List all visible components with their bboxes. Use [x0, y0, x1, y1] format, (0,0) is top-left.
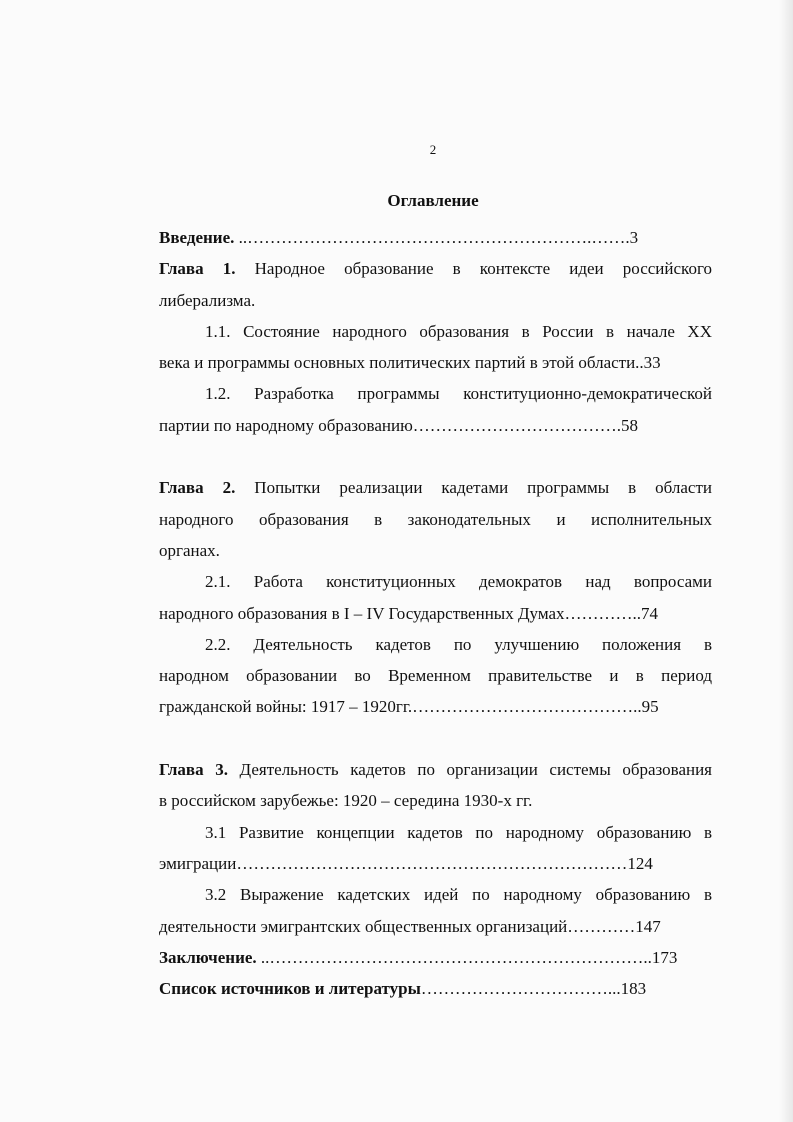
- section-2-2-cont-2: гражданской войны: 1917 – 1920гг.…………………………………..95: [159, 697, 659, 717]
- spacer: [159, 441, 712, 472]
- toc-entry-sources[interactable]: [159, 973, 712, 1004]
- conclusion-leader: ..…………………………………………………………..173: [256, 947, 678, 967]
- toc-entry-section-2-2[interactable]: 2.2. Деятельность кадетов по улучшению положения в: [205, 634, 712, 654]
- section-2-1-cont: народного образования в I – IV Государственных Думах…………..74: [159, 603, 659, 623]
- sources-label: Список источников и литературы: [159, 979, 421, 999]
- page-number: 2: [429, 142, 437, 157]
- toc-entry-section-1-1[interactable]: 1.1. Состояние народного образования в России в начале XX: [205, 321, 712, 341]
- toc-entry-section-3-2[interactable]: 3.2 Выражение кадетских идей по народному образованию в: [205, 885, 712, 905]
- chapter-1-label: Глава 1.: [159, 259, 236, 279]
- toc-entry-section-2-1[interactable]: 2.1. Работа конституционных демократов над вопросами: [205, 572, 712, 592]
- chapter-3-title: Деятельность кадетов по организации системы образования: [227, 760, 713, 780]
- toc-intro-leader: ..…………………………………………………….…….3: [234, 228, 639, 247]
- toc-entry-chapter-1[interactable]: [159, 253, 712, 284]
- sources-leader: ……………………………...183: [420, 979, 647, 999]
- section-1-2-cont: партии по народному образованию……………………………….58: [159, 415, 639, 435]
- section-3-1-cont: эмиграции……………………………………………………………124: [159, 853, 653, 873]
- section-1-1-cont: века и программы основных политических партий в этой области..33: [159, 353, 661, 373]
- toc-entry-section-3-1[interactable]: 3.1 Развитие концепции кадетов по народному образованию в: [205, 822, 712, 842]
- toc-entry-intro[interactable]: [159, 222, 712, 253]
- chapter-2-label: Глава 2.: [159, 478, 236, 498]
- section-3-2-cont: деятельности эмигрантских общественных организаций…………147: [159, 916, 661, 936]
- chapter-3-label: Глава 3.: [159, 760, 228, 780]
- chapter-2-title-cont: народного образования в законодательных и исполнительных: [159, 509, 712, 529]
- toc-title: Оглавление: [387, 191, 479, 210]
- chapter-2-title: Попытки реализации кадетами программы в области: [235, 478, 712, 498]
- chapter-3-title-cont: в российском зарубежье: 1920 – середина 1930-х гг.: [159, 791, 533, 811]
- scan-edge-shadow: [779, 0, 793, 1122]
- section-2-2-cont: народном образовании во Временном правительстве и в период: [159, 666, 712, 686]
- chapter-1-title: Народное образование в контексте идеи российского: [235, 259, 712, 279]
- toc-entry-chapter-3[interactable]: [159, 754, 712, 785]
- toc-entry-conclusion[interactable]: [159, 942, 712, 973]
- spacer: [159, 723, 712, 754]
- chapter-1-title-cont: либерализма.: [159, 290, 256, 310]
- toc-entry-chapter-2[interactable]: [159, 472, 712, 503]
- conclusion-label: Заключение.: [159, 947, 257, 967]
- table-of-contents: [159, 222, 712, 1004]
- toc-intro-label: Введение.: [159, 228, 235, 247]
- chapter-2-title-cont-2: органах.: [159, 540, 220, 560]
- toc-entry-section-1-2[interactable]: 1.2. Разработка программы конституционно-демократической: [205, 384, 712, 404]
